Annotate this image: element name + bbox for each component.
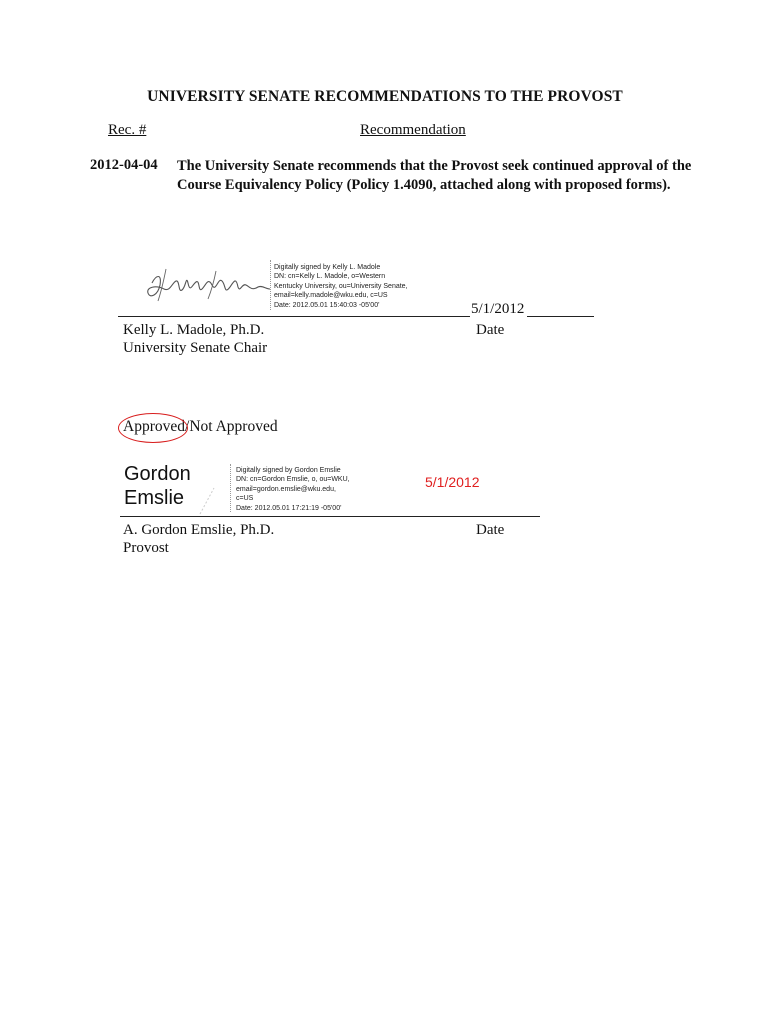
chair-name: Kelly L. Madole, Ph.D. bbox=[123, 322, 265, 338]
sig-line: Kentucky University, ou=University Senate, bbox=[274, 282, 408, 290]
sig-line: Digitally signed by Kelly L. Madole bbox=[274, 264, 381, 271]
digital-signature-info-emslie bbox=[236, 466, 350, 513]
approval-separator: / bbox=[185, 418, 190, 435]
sig-line: Digitally signed by Gordon Emslie bbox=[236, 467, 341, 474]
rec-number-header: Rec. # bbox=[108, 122, 147, 138]
provost-role: Provost bbox=[123, 540, 169, 556]
provost-signature-name bbox=[124, 462, 191, 510]
signature-divider bbox=[270, 260, 271, 310]
chair-date-label: Date bbox=[476, 322, 505, 338]
recommendation-id: 2012-04-04 bbox=[90, 157, 158, 173]
provost-date-label: Date bbox=[476, 522, 505, 538]
chair-role: University Senate Chair bbox=[123, 340, 268, 356]
sig-line: email=gordon.emslie@wku.edu, bbox=[236, 485, 336, 493]
digital-signature-info-madole bbox=[274, 263, 408, 310]
sig-line: Date: 2012.05.01 15:40:03 -05'00' bbox=[274, 301, 380, 309]
chair-date-value: 5/1/2012 bbox=[471, 301, 525, 317]
not-approved-option: Not Approved bbox=[189, 418, 278, 435]
sig-line: c=US bbox=[236, 495, 254, 503]
recommendation-text: The University Senate recommends that the Provost seek continued approval of the Course Equivalency Policy (Policy 1.4090, attached along with proposed forms). bbox=[177, 158, 692, 193]
sig-line: DN: cn=Gordon Emslie, o, ou=WKU, bbox=[236, 476, 350, 484]
sig-line: Date: 2012.05.01 17:21:19 -05'00' bbox=[236, 504, 342, 512]
provost-signature-first: Gordon bbox=[124, 463, 191, 485]
signature-divider bbox=[230, 464, 231, 512]
provost-name: A. Gordon Emslie, Ph.D. bbox=[123, 522, 275, 538]
page-title: UNIVERSITY SENATE RECOMMENDATIONS TO THE PROVOST bbox=[147, 88, 623, 105]
signature-watermark-mark bbox=[198, 486, 218, 516]
recommendation-header: Recommendation bbox=[360, 122, 466, 138]
approved-option: Approved bbox=[123, 418, 185, 435]
date-line-chair bbox=[527, 316, 594, 317]
signature-line-chair bbox=[118, 316, 470, 317]
sig-line: email=kelly.madole@wku.edu, c=US bbox=[274, 292, 388, 300]
handwritten-signature-madole bbox=[142, 263, 272, 305]
provost-date-value: 5/1/2012 bbox=[425, 474, 480, 490]
approval-circle bbox=[118, 413, 188, 443]
sig-line: DN: cn=Kelly L. Madole, o=Western bbox=[274, 273, 386, 281]
provost-signature-last: Emslie bbox=[124, 487, 185, 509]
signature-line-provost bbox=[120, 516, 540, 517]
